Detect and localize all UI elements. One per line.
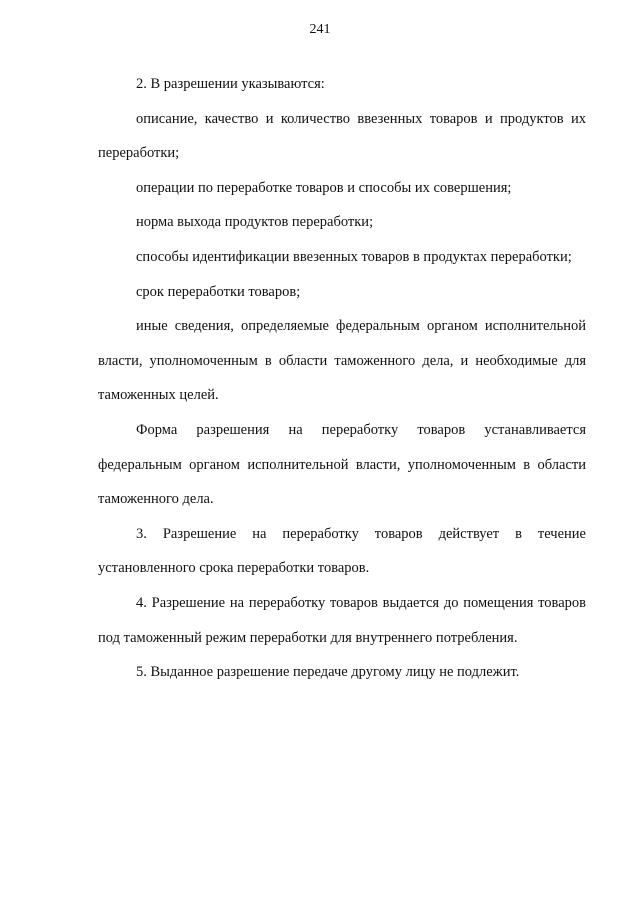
paragraph-item-description: описание, качество и количество ввезенных товаров и продуктов их переработки; — [98, 110, 586, 162]
document-body — [98, 67, 586, 690]
paragraph-item-other-info: иные сведения, определяемые федеральным органом исполнительной власти, уполномоченным в области таможенного дела, и необходимые для таможенных целей. — [98, 318, 586, 404]
paragraph-item-yield-norm: норма выхода продуктов переработки; — [136, 214, 374, 231]
page-number: 241 — [309, 22, 331, 37]
paragraph-4-issuance: 4. Разрешение на переработку товаров выдается до помещения товаров под таможенный режим переработки для внутреннего потребления. — [98, 594, 586, 646]
paragraph-item-identification: способы идентификации ввезенных товаров в продуктах переработки; — [136, 248, 572, 265]
paragraph-2-heading: 2. В разрешении указываются: — [136, 76, 325, 92]
paragraph-item-term: срок переработки товаров; — [136, 283, 301, 300]
paragraph-permit-form: Форма разрешения на переработку товаров устанавливается федеральным органом исполнительной власти, уполномоченным в области таможенного дела. — [98, 421, 586, 508]
paragraph-5-transfer: 5. Выданное разрешение передаче другому лицу не подлежит. — [136, 664, 520, 681]
paragraph-item-operations: операции по переработке товаров и способы их совершения; — [136, 179, 512, 196]
paragraph-3-validity: 3. Разрешение на переработку товаров действует в течение установленного срока переработки товаров. — [98, 525, 586, 577]
